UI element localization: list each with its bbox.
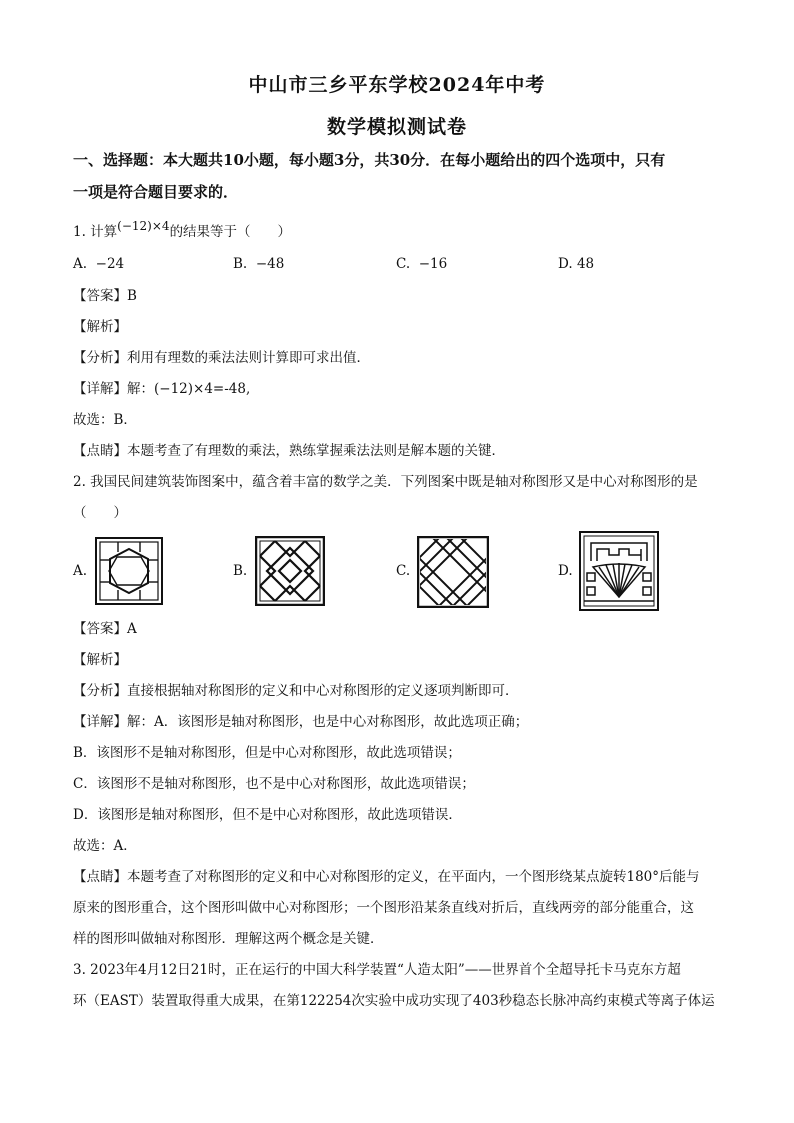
q1-option-c: C. −16: [396, 256, 448, 272]
q2-dianjing-line1: 【点睛】本题考查了对称图形的定义和中心对称图形的定义，在平面内，一个图形绕某点旋转180°后能与: [73, 869, 700, 885]
q1-option-d: D. 48: [558, 256, 595, 272]
q2-line-b: B．该图形不是轴对称图形，但是中心对称图形，故此选项错误；: [73, 745, 461, 761]
q2-fig-label-c: C.: [396, 563, 411, 579]
exam-title-line1: 中山市三乡平东学校2024年中考: [248, 74, 546, 96]
q2-stem-line2: （ ）: [73, 505, 127, 521]
q2-fig-label-b: B.: [233, 563, 248, 579]
q2-xiangjie: 【详解】解：A．该图形是轴对称图形，也是中心对称图形，故此选项正确；: [73, 714, 529, 730]
q1-stem: [73, 219, 733, 242]
q1-answer: 【答案】B: [73, 288, 137, 304]
q2-dianjing-line2: 原来的图形重合，这个图形叫做中心对称图形；一个图形沿某条直线对折后，直线两旁的部分能重合，这: [73, 900, 694, 916]
q2-answer: 【答案】A: [73, 621, 137, 637]
q2-analysis-tag: 【解析】: [73, 652, 127, 668]
q1-option-b: B. −48: [233, 256, 285, 272]
q2-stem-line1: 2. 我国民间建筑装饰图案中，蕴含着丰富的数学之美．下列图案中既是轴对称图形又是中心对称图形的是: [73, 474, 698, 490]
q2-figure-c: [417, 536, 489, 608]
exam-title-line2: 数学模拟测试卷: [326, 116, 467, 138]
section-heading-line2: 一项是符合题目要求的．: [73, 183, 239, 201]
q1-fenxi: 【分析】利用有理数的乘法法则计算即可求出值．: [73, 350, 370, 366]
q2-line-d: D．该图形是轴对称图形，但不是中心对称图形，故此选项错误．: [73, 807, 462, 823]
q2-figure-b: [255, 536, 325, 606]
q2-guxuan: 故选：A．: [73, 838, 137, 854]
q2-fig-label-d: D.: [558, 563, 573, 579]
q2-dianjing-line3: 样的图形叫做轴对称图形．理解这两个概念是关键．: [73, 931, 384, 947]
q1-option-a: A. −24: [73, 256, 125, 272]
q1-formula: (−12)×4: [117, 219, 170, 233]
q2-figure-d: [579, 531, 659, 611]
q1-prefix: 1. 计算: [73, 224, 118, 240]
q1-suffix: 的结果等于（ ）: [169, 224, 292, 240]
q1-analysis-tag: 【解析】: [73, 319, 127, 335]
q1-xiangjie: 【详解】解：(−12)×4=-48,: [73, 381, 251, 397]
q1-dianjing: 【点睛】本题考查了有理数的乘法，熟练掌握乘法法则是解本题的关键．: [73, 443, 505, 459]
q2-fig-label-a: A.: [73, 563, 88, 579]
q2-line-c: C．该图形不是轴对称图形，也不是中心对称图形，故此选项错误；: [73, 776, 475, 792]
q3-stem-line2: 环（EAST）装置取得重大成果，在第122254次实验中成功实现了403秒稳态长脉冲高约束模式等离子体运: [73, 993, 715, 1009]
q2-fenxi: 【分析】直接根据轴对称图形的定义和中心对称图形的定义逐项判断即可．: [73, 683, 519, 699]
q2-figure-a: [95, 537, 163, 605]
q1-guxuan: 故选：B．: [73, 412, 137, 428]
section-heading-line1: 一、选择题：本大题共10小题，每小题3分，共30分．在每小题给出的四个选项中，只有: [73, 151, 666, 169]
q3-stem-line1: 3. 2023年4月12日21时，正在运行的中国大科学装置“人造太阳”——世界首个全超导托卡马克东方超: [73, 962, 681, 978]
